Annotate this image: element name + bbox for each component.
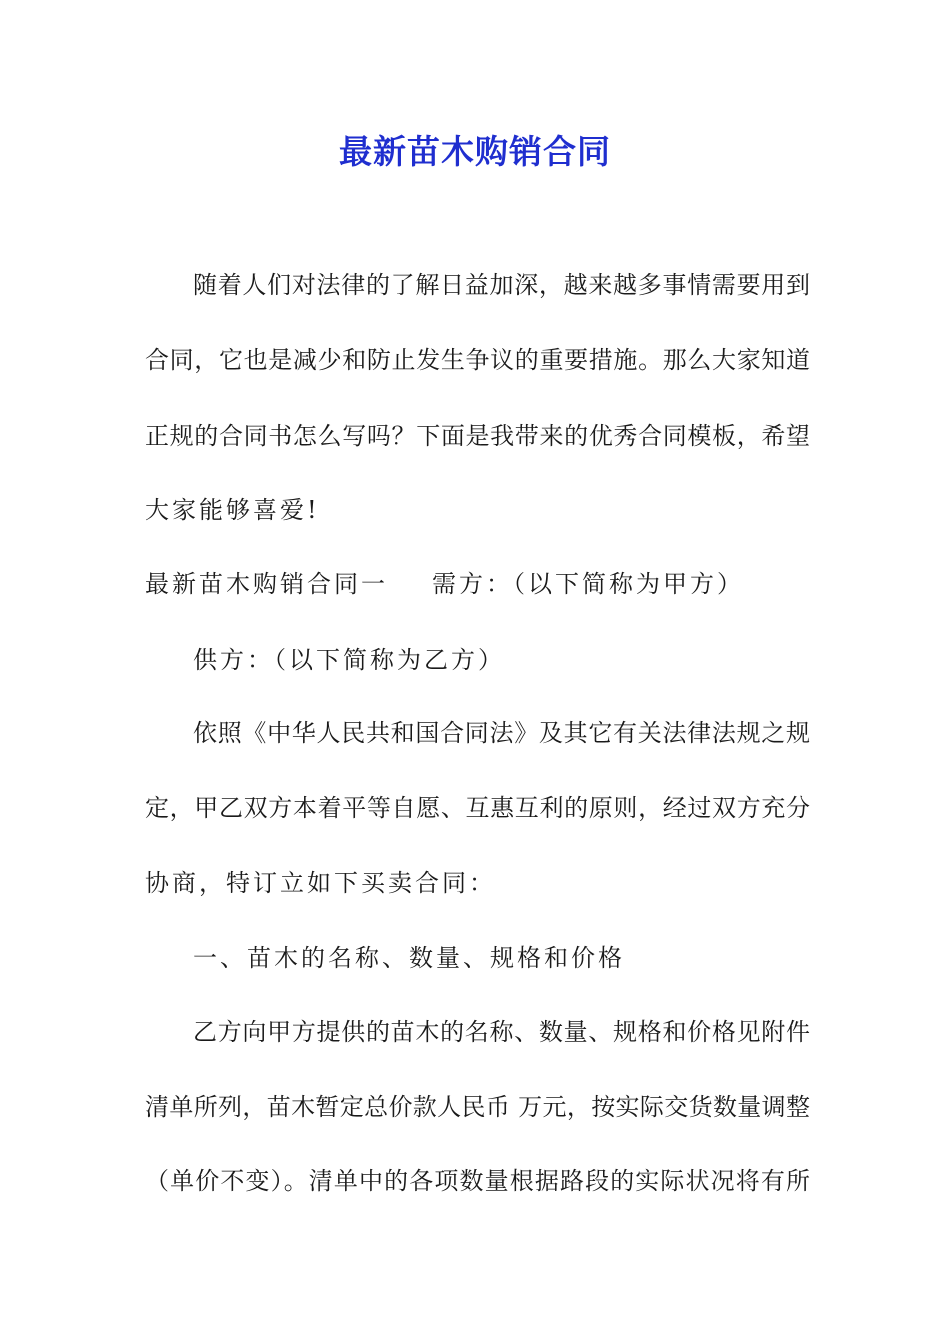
- seller-label: 供方：（以下简称为乙方）: [193, 646, 505, 674]
- section-1-line-2: 清单所列，苗木暂定总价款人民币 万元，按实际交货数量调整: [145, 1093, 810, 1121]
- buyer-label: 需方：（以下简称为甲方）: [432, 570, 744, 598]
- basis-line-1: 依照《中华人民共和国合同法》及其它有关法律法规之规: [193, 719, 810, 747]
- contract-heading-line: [145, 569, 810, 599]
- contract-heading: 最新苗木购销合同一: [145, 570, 388, 598]
- basis-line-2: 定，甲乙双方本着平等自愿、互惠互利的原则，经过双方充分: [145, 794, 810, 822]
- intro-line-3: 正规的合同书怎么写吗？下面是我带来的优秀合同模板，希望: [145, 422, 810, 450]
- section-1-heading: 一、苗木的名称、数量、规格和价格: [193, 944, 625, 972]
- document-title: 最新苗木购销合同: [339, 132, 611, 171]
- section-1-line-3: （单价不变）。清单中的各项数量根据路段的实际状况将有所: [145, 1167, 810, 1195]
- intro-line-4: 大家能够喜爱!: [145, 496, 320, 524]
- intro-line-1: 随着人们对法律的了解日益加深，越来越多事情需要用到: [193, 271, 810, 299]
- section-1-line-1: 乙方向甲方提供的苗木的名称、数量、规格和价格见附件: [193, 1018, 810, 1046]
- basis-line-3: 协商，特订立如下买卖合同：: [145, 869, 496, 897]
- intro-line-2: 合同，它也是减少和防止发生争议的重要措施。那么大家知道: [145, 346, 810, 374]
